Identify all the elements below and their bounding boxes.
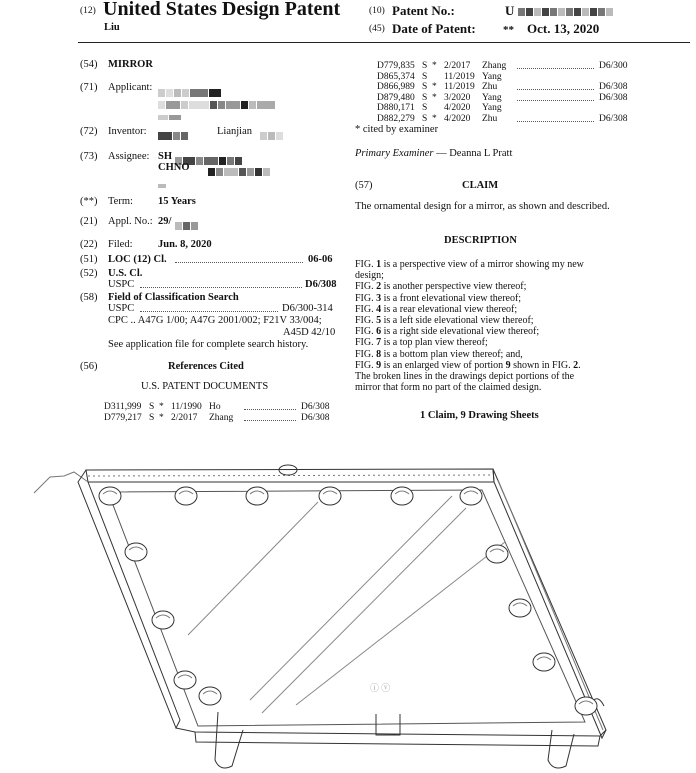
primary-examiner <box>355 148 512 159</box>
right-ref-date: 2/2017 <box>444 61 471 71</box>
filed-date: Jun. 8, 2020 <box>158 239 212 250</box>
bulb <box>319 487 341 505</box>
patent-no-label: Patent No.: <box>392 3 455 18</box>
us-cl-number: (52) <box>80 268 98 279</box>
filed-label: Filed: <box>108 239 133 250</box>
us-cl-uspc-label: USPC <box>108 279 135 290</box>
right-ref-kind: S <box>422 71 428 82</box>
us-cl-value: D6/308 <box>305 279 337 290</box>
right-ref-leader <box>517 89 594 90</box>
right-ref-date: 11/2019 <box>444 82 475 92</box>
left-ref-leader <box>244 409 296 410</box>
right-ref-number: D880,171 <box>377 103 415 113</box>
date-mark: ** <box>503 24 514 36</box>
assignee-name-part-a: SH <box>158 151 173 162</box>
title-number: (54) <box>80 59 98 70</box>
filed-number: (22) <box>80 239 98 250</box>
patent-no-prefix: U <box>505 3 515 18</box>
assignee-name-part-b: CHNO <box>158 162 190 173</box>
loc-leader <box>175 262 303 263</box>
figure-description-list <box>355 259 655 393</box>
bulb <box>533 653 555 671</box>
right-ref-leader <box>517 100 594 101</box>
primary-examiner-sep: — <box>436 148 447 159</box>
left-ref-star: * <box>159 402 164 412</box>
bulb <box>99 487 121 505</box>
left-ref-leader <box>244 420 296 421</box>
frame-top-edge <box>86 469 494 482</box>
bulb <box>174 671 196 689</box>
left-ref-class: D6/308 <box>301 402 330 412</box>
bulb <box>509 599 531 617</box>
left-ref-star: * <box>159 412 164 423</box>
left-ref-name: Zhang <box>209 412 234 423</box>
claims-sheets-summary: 1 Claim, 9 Drawing Sheets <box>420 410 539 421</box>
refs-number: (56) <box>80 361 98 372</box>
fig-line: FIG. 9 is an enlarged view of portion 9 shown in FIG. 2. <box>355 359 581 371</box>
right-ref-class: D6/308 <box>599 92 628 103</box>
applicant-label: Applicant: <box>108 82 153 93</box>
fig-line: FIG. 7 is a top plan view thereof; <box>355 337 488 349</box>
right-ref-kind: S <box>422 92 428 103</box>
frame-left-inner <box>88 482 180 720</box>
fig-line: FIG. 6 is a right side elevational view thereof; <box>355 326 540 338</box>
redacted-assignee-line2 <box>208 163 271 181</box>
inventor-number: (72) <box>80 126 98 137</box>
primary-examiner-name: Deanna L Pratt <box>449 148 513 159</box>
inventor-surname: Liu <box>104 22 120 33</box>
right-ref-name: Yang <box>482 71 502 82</box>
redacted-appl-no <box>175 217 199 235</box>
fig-line: mirror that form no part of the claimed design. <box>355 382 542 394</box>
fig-line: FIG. 3 is a front elevational view thereof; <box>355 292 522 304</box>
right-ref-name: Zhang <box>482 61 507 71</box>
cited-by-examiner-note: * cited by examiner <box>355 124 439 135</box>
term-value: 15 Years <box>158 196 196 207</box>
right-ref-star: * <box>432 113 437 124</box>
right-ref-date: 4/2020 <box>444 103 471 113</box>
redacted-patent-number <box>518 4 614 20</box>
field-search-note: See application file for complete search history. <box>108 339 309 350</box>
field-uspc-leader <box>140 311 278 312</box>
right-ref-star: * <box>432 82 437 92</box>
right-ref-kind: S <box>422 113 428 124</box>
date-number: (45) <box>369 24 385 34</box>
right-ref-class: D6/300 <box>599 61 628 71</box>
field-uspc-value: D6/300-314 <box>282 303 333 314</box>
bulb <box>391 487 413 505</box>
claim-number: (57) <box>355 180 373 191</box>
fig-line: FIG. 8 is a bottom plan view thereof; and, <box>355 348 523 360</box>
date-of-patent-label: Date of Patent: <box>392 21 476 36</box>
us-patent-documents-heading: U.S. PATENT DOCUMENTS <box>141 381 269 392</box>
us-cl-leader <box>140 287 302 288</box>
right-ref-number: D865,374 <box>377 71 415 82</box>
bulb <box>575 697 597 715</box>
loc-number: (51) <box>80 254 98 265</box>
bulb <box>460 487 482 505</box>
right-ref-date: 11/2019 <box>444 71 475 82</box>
references-cited-heading: References Cited <box>168 361 244 372</box>
term-label: Term: <box>108 196 133 207</box>
left-ref-date: 2/2017 <box>171 412 198 423</box>
left-leg <box>215 712 243 768</box>
field-cpc-line2: A45D 42/10 <box>283 327 336 338</box>
fig-line: FIG. 5 is a left side elevational view thereof; <box>355 315 534 327</box>
svg-text:ⓘ ⓥ: ⓘ ⓥ <box>370 683 391 693</box>
right-ref-leader <box>517 121 594 122</box>
bulb <box>125 543 147 561</box>
left-ref-number: D311,999 <box>104 402 142 412</box>
assignee-number: (73) <box>80 151 98 162</box>
right-ref-kind: S <box>422 82 428 92</box>
bulb <box>486 545 508 563</box>
right-ref-class: D6/308 <box>599 82 628 92</box>
right-ref-number: D866,989 <box>377 82 415 92</box>
bulb <box>199 687 221 705</box>
kind-code-number: (12) <box>80 6 96 16</box>
date-of-patent-value: Oct. 13, 2020 <box>527 21 600 36</box>
right-ref-kind: S <box>422 103 428 113</box>
field-uspc-label: USPC <box>108 303 135 314</box>
right-ref-name: Zhu <box>482 113 498 124</box>
design-title: MIRROR <box>108 59 153 70</box>
left-ref-class: D6/308 <box>301 412 330 423</box>
right-ref-date: 3/2020 <box>444 92 471 103</box>
right-ref-number: D779,835 <box>377 61 415 71</box>
us-cl-label: U.S. Cl. <box>108 268 143 279</box>
left-ref-kind: S <box>149 402 155 412</box>
primary-examiner-label: Primary Examiner <box>355 148 434 159</box>
inventor-name: Lianjian <box>217 126 252 137</box>
claim-heading: CLAIM <box>462 180 499 191</box>
redacted-inventor-first <box>158 127 189 145</box>
mirror-perspective-drawing <box>0 430 696 773</box>
fig-line: FIG. 2 is another perspective view thereof; <box>355 281 527 293</box>
right-ref-name: Yang <box>482 92 502 103</box>
header-divider <box>78 42 690 43</box>
fig-line: FIG. 1 is a perspective view of a mirror showing my new <box>355 259 584 270</box>
bulb <box>152 611 174 629</box>
right-ref-number: D879,480 <box>377 92 415 103</box>
right-ref-star: * <box>432 61 437 71</box>
fig-line: design; <box>355 270 384 282</box>
redacted-applicant-city <box>158 107 182 125</box>
patent-no-value <box>505 3 614 20</box>
right-ref-kind: S <box>422 61 428 71</box>
description-heading: DESCRIPTION <box>444 235 517 246</box>
right-ref-leader <box>517 68 594 69</box>
left-ref-date: 11/1990 <box>171 402 202 412</box>
claim-text: The ornamental design for a mirror, as shown and described. <box>355 201 610 212</box>
right-ref-name: Zhu <box>482 82 498 92</box>
appl-no-number: (21) <box>80 216 98 227</box>
bulb <box>246 487 268 505</box>
right-ref-number: D882,279 <box>377 113 415 124</box>
left-ref-kind: S <box>149 412 155 423</box>
right-ref-star: * <box>432 92 437 103</box>
field-of-search-label: Field of Classification Search <box>108 292 239 303</box>
fig-line: FIG. 4 is a rear elevational view thereof; <box>355 303 518 315</box>
bulb <box>175 487 197 505</box>
field-cpc-line1: CPC .. A47G 1/00; A47G 2001/002; F21V 33/004; <box>108 315 322 326</box>
left-ref-number: D779,217 <box>104 412 142 423</box>
redacted-inventor-city <box>260 127 284 145</box>
left-ref-name: Ho <box>209 402 221 412</box>
redacted-assignee-line3 <box>158 175 167 193</box>
applicant-number: (71) <box>80 82 98 93</box>
field-number: (58) <box>80 292 98 303</box>
loc-label: LOC (12) Cl. <box>108 254 167 265</box>
right-ref-name: Yang <box>482 103 502 113</box>
inventor-label: Inventor: <box>108 126 147 137</box>
right-ref-class: D6/308 <box>599 113 628 124</box>
right-ref-date: 4/2020 <box>444 113 471 124</box>
fig-line: The broken lines in the drawings depict portions of the <box>355 371 575 383</box>
loc-value: 06-06 <box>308 254 333 265</box>
appl-no-label: Appl. No.: <box>108 216 153 227</box>
patent-type-title: United States Design Patent <box>103 0 341 20</box>
patent-no-number: (10) <box>369 6 385 16</box>
assignee-label: Assignee: <box>108 151 150 162</box>
term-number: (**) <box>80 196 98 207</box>
appl-no-value: 29/ <box>158 216 172 227</box>
